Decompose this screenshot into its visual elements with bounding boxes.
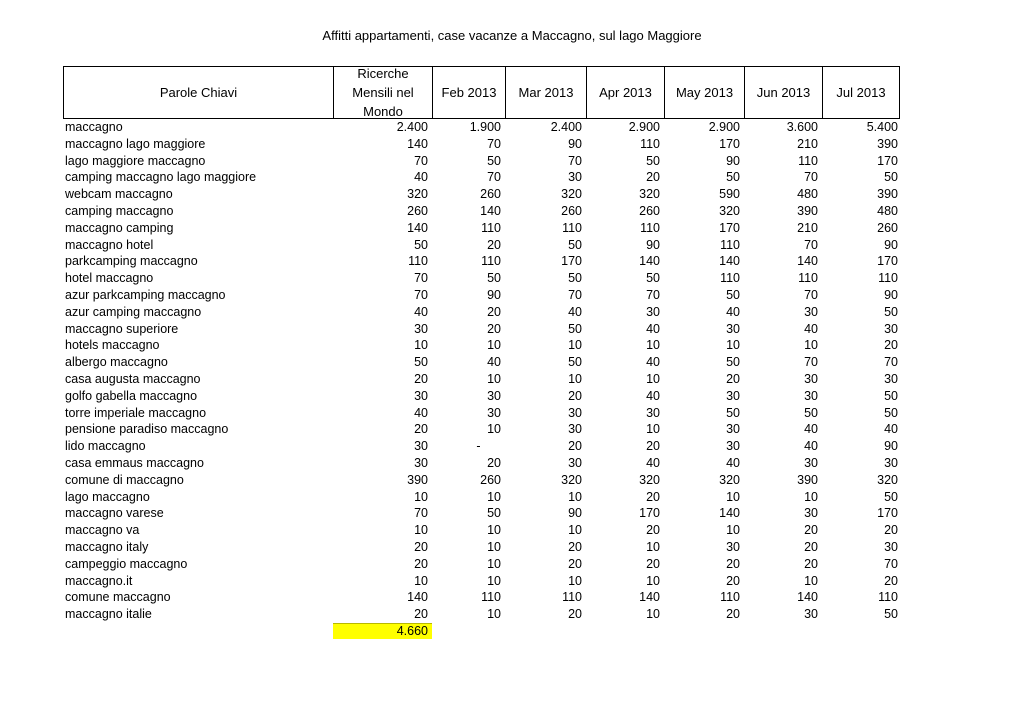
monthly-searches-cell: 20 — [414, 607, 428, 622]
mar-cell: 10 — [568, 489, 582, 504]
keyword-cell: camping maccagno — [65, 203, 174, 218]
jun-cell: 140 — [797, 254, 818, 269]
table-row — [63, 371, 902, 388]
monthly-searches-cell: 70 — [414, 153, 428, 168]
feb-cell: 10 — [487, 371, 501, 386]
jun-cell: 110 — [798, 271, 818, 286]
header-apr-2013: Apr 2013 — [586, 67, 664, 118]
jul-cell: 110 — [878, 271, 898, 286]
may-cell: 110 — [720, 271, 740, 286]
monthly-searches-cell: 30 — [414, 321, 428, 336]
feb-cell: 10 — [487, 489, 501, 504]
mar-cell: 20 — [568, 556, 582, 571]
monthly-searches-cell: 10 — [414, 489, 428, 504]
jun-cell: 30 — [804, 455, 818, 470]
jun-cell: 20 — [804, 523, 818, 538]
jun-cell: 390 — [797, 203, 818, 218]
apr-cell: 30 — [646, 304, 660, 319]
keyword-cell: azur camping maccagno — [65, 304, 202, 319]
apr-cell: 70 — [646, 287, 660, 302]
may-cell: 10 — [726, 338, 740, 353]
keyword-cell: lago maggiore maccagno — [65, 153, 206, 168]
may-cell: 590 — [719, 187, 740, 202]
table-row — [63, 388, 902, 405]
mar-cell: 10 — [568, 573, 582, 588]
monthly-searches-cell: 320 — [407, 187, 428, 202]
feb-cell: 260 — [480, 472, 501, 487]
mar-cell: 320 — [561, 472, 582, 487]
feb-cell: 30 — [487, 405, 501, 420]
header-may-2013: May 2013 — [664, 67, 744, 118]
jul-cell: 90 — [884, 439, 898, 454]
may-cell: 90 — [726, 153, 740, 168]
feb-cell: 10 — [487, 539, 501, 554]
jun-cell: 10 — [804, 573, 818, 588]
jul-cell: 170 — [877, 254, 898, 269]
monthly-searches-cell: 50 — [414, 355, 428, 370]
feb-cell: 70 — [487, 136, 501, 151]
jul-cell: 50 — [884, 489, 898, 504]
feb-cell: 40 — [487, 355, 501, 370]
may-cell: 50 — [726, 287, 740, 302]
table-row — [63, 489, 902, 506]
keyword-cell: albergo maccagno — [65, 355, 168, 370]
jul-cell: 90 — [884, 237, 898, 252]
table-row — [63, 539, 902, 556]
jul-cell: 30 — [884, 371, 898, 386]
mar-cell: 10 — [568, 371, 582, 386]
feb-cell: 140 — [480, 203, 501, 218]
feb-cell: 10 — [487, 523, 501, 538]
jun-cell: 40 — [804, 321, 818, 336]
may-cell: 10 — [726, 523, 740, 538]
table-row — [63, 304, 902, 321]
apr-cell: 40 — [646, 388, 660, 403]
jun-cell: 210 — [797, 136, 818, 151]
keyword-cell: maccagno italy — [65, 539, 149, 554]
table-row — [63, 153, 902, 170]
keyword-cell: golfo gabella maccagno — [65, 388, 198, 403]
feb-cell: 20 — [487, 237, 501, 252]
monthly-searches-cell: 10 — [414, 523, 428, 538]
table-row — [63, 573, 902, 590]
table-row — [63, 253, 902, 270]
apr-cell: 320 — [639, 187, 660, 202]
apr-cell: 10 — [646, 573, 660, 588]
may-cell: 140 — [719, 506, 740, 521]
may-cell: 20 — [726, 556, 740, 571]
document-title: Affitti appartamenti, case vacanze a Maccagno, sul lago Maggiore — [322, 28, 702, 43]
apr-cell: 110 — [640, 136, 660, 151]
feb-cell: 10 — [487, 607, 501, 622]
jun-cell: 3.600 — [786, 120, 818, 134]
table-row — [63, 321, 902, 338]
keyword-cell: maccagno varese — [65, 506, 164, 521]
apr-cell: 10 — [646, 371, 660, 386]
feb-cell: 20 — [487, 304, 501, 319]
feb-cell: 20 — [487, 321, 501, 336]
table-row — [63, 438, 902, 455]
header-jun-2013: Jun 2013 — [744, 67, 822, 118]
jul-cell: 170 — [877, 506, 898, 521]
may-cell: 30 — [726, 388, 740, 403]
mar-cell: 50 — [568, 355, 582, 370]
mar-cell: 30 — [568, 170, 582, 185]
may-cell: 140 — [719, 254, 740, 269]
header-jul-2013: Jul 2013 — [822, 67, 899, 118]
jun-cell: 140 — [797, 590, 818, 605]
table-row — [63, 522, 902, 539]
apr-cell: 30 — [646, 405, 660, 420]
monthly-searches-cell: 20 — [414, 539, 428, 554]
may-cell: 30 — [726, 439, 740, 454]
keyword-cell: webcam maccagno — [65, 187, 173, 202]
may-cell: 320 — [719, 472, 740, 487]
apr-cell: 2.900 — [628, 120, 660, 134]
jun-cell: 20 — [804, 539, 818, 554]
jul-cell: 50 — [884, 304, 898, 319]
mar-cell: 20 — [568, 539, 582, 554]
monthly-searches-cell: 40 — [414, 405, 428, 420]
jul-cell: 40 — [884, 422, 898, 437]
mar-cell: 70 — [568, 287, 582, 302]
feb-cell: 50 — [487, 271, 501, 286]
apr-cell: 20 — [646, 439, 660, 454]
apr-cell: 10 — [646, 338, 660, 353]
header-monthly-searches: Ricerche Mensili nel Mondo — [333, 67, 432, 118]
jul-cell: 20 — [884, 573, 898, 588]
feb-cell: 110 — [481, 220, 501, 235]
monthly-searches-cell: 20 — [414, 422, 428, 437]
feb-cell: 20 — [487, 455, 501, 470]
total-cell: 4.660 — [333, 623, 432, 639]
feb-cell: 90 — [487, 287, 501, 302]
apr-cell: 10 — [646, 539, 660, 554]
monthly-searches-cell: 140 — [407, 136, 428, 151]
may-cell: 110 — [720, 237, 740, 252]
mar-cell: 50 — [568, 237, 582, 252]
table-row — [63, 287, 902, 304]
jul-cell: 390 — [877, 187, 898, 202]
may-cell: 50 — [726, 355, 740, 370]
jun-cell: 30 — [804, 388, 818, 403]
mar-cell: 30 — [568, 405, 582, 420]
jun-cell: 110 — [798, 153, 818, 168]
apr-cell: 20 — [646, 556, 660, 571]
feb-cell: 30 — [487, 388, 501, 403]
apr-cell: 320 — [639, 472, 660, 487]
keyword-cell: hotel maccagno — [65, 271, 154, 286]
header-mar-2013: Mar 2013 — [505, 67, 586, 118]
monthly-searches-cell: 20 — [414, 556, 428, 571]
jun-cell: 40 — [804, 439, 818, 454]
may-cell: 20 — [726, 573, 740, 588]
table-row — [63, 203, 902, 220]
feb-cell: - — [476, 439, 481, 454]
table-row — [63, 136, 902, 153]
apr-cell: 140 — [639, 254, 660, 269]
jul-cell: 30 — [884, 539, 898, 554]
may-cell: 30 — [726, 422, 740, 437]
jul-cell: 260 — [877, 220, 898, 235]
feb-cell: 10 — [487, 556, 501, 571]
apr-cell: 20 — [646, 489, 660, 504]
feb-cell: 10 — [487, 338, 501, 353]
jul-cell: 50 — [884, 170, 898, 185]
jul-cell: 390 — [877, 136, 898, 151]
table-row — [63, 556, 902, 573]
may-cell: 2.900 — [708, 120, 740, 134]
keyword-cell: casa emmaus maccagno — [65, 455, 204, 470]
jun-cell: 30 — [804, 506, 818, 521]
keyword-cell: lago maccagno — [65, 489, 150, 504]
feb-cell: 110 — [481, 590, 501, 605]
table-row — [63, 472, 902, 489]
feb-cell: 260 — [480, 187, 501, 202]
mar-cell: 20 — [568, 388, 582, 403]
mar-cell: 10 — [568, 523, 582, 538]
table-row — [63, 337, 902, 354]
apr-cell: 20 — [646, 170, 660, 185]
table-header — [63, 66, 900, 119]
mar-cell: 320 — [561, 187, 582, 202]
jul-cell: 30 — [884, 321, 898, 336]
may-cell: 40 — [726, 455, 740, 470]
apr-cell: 20 — [646, 523, 660, 538]
monthly-searches-cell: 70 — [414, 287, 428, 302]
mar-cell: 170 — [561, 254, 582, 269]
jun-cell: 70 — [804, 237, 818, 252]
feb-cell: 1.900 — [469, 120, 501, 134]
feb-cell: 10 — [487, 422, 501, 437]
jul-cell: 20 — [884, 338, 898, 353]
jun-cell: 70 — [804, 355, 818, 370]
jun-cell: 40 — [804, 422, 818, 437]
keyword-cell: maccagno va — [65, 523, 140, 538]
keyword-cell: comune maccagno — [65, 590, 171, 605]
may-cell: 170 — [719, 136, 740, 151]
apr-cell: 140 — [639, 590, 660, 605]
header-keywords: Parole Chiavi — [159, 85, 238, 100]
may-cell: 50 — [726, 170, 740, 185]
monthly-searches-cell: 110 — [408, 254, 428, 269]
may-cell: 10 — [726, 489, 740, 504]
jun-cell: 30 — [804, 304, 818, 319]
table-row — [63, 186, 902, 203]
apr-cell: 90 — [646, 237, 660, 252]
table-row — [63, 270, 902, 287]
monthly-searches-cell: 10 — [414, 573, 428, 588]
apr-cell: 40 — [646, 355, 660, 370]
keyword-cell: camping maccagno lago maggiore — [65, 170, 257, 185]
may-cell: 30 — [726, 539, 740, 554]
mar-cell: 90 — [568, 506, 582, 521]
mar-cell: 20 — [568, 439, 582, 454]
monthly-searches-cell: 70 — [414, 506, 428, 521]
jul-cell: 50 — [884, 607, 898, 622]
jul-cell: 480 — [877, 203, 898, 218]
feb-cell: 50 — [487, 153, 501, 168]
feb-cell: 10 — [487, 573, 501, 588]
keyword-cell: hotels maccagno — [65, 338, 160, 353]
may-cell: 320 — [719, 203, 740, 218]
mar-cell: 70 — [568, 153, 582, 168]
monthly-searches-cell: 40 — [414, 304, 428, 319]
mar-cell: 90 — [568, 136, 582, 151]
keyword-cell: maccagno superiore — [65, 321, 179, 336]
feb-cell: 70 — [487, 170, 501, 185]
mar-cell: 30 — [568, 455, 582, 470]
keyword-cell: maccagno lago maggiore — [65, 136, 206, 151]
table-row — [63, 119, 902, 136]
apr-cell: 170 — [639, 506, 660, 521]
monthly-searches-cell: 40 — [414, 170, 428, 185]
jul-cell: 50 — [884, 388, 898, 403]
monthly-searches-cell: 390 — [407, 472, 428, 487]
monthly-searches-cell: 260 — [407, 203, 428, 218]
jul-cell: 20 — [884, 523, 898, 538]
apr-cell: 40 — [646, 321, 660, 336]
mar-cell: 2.400 — [550, 120, 582, 134]
keyword-cell: maccagno — [65, 120, 123, 134]
mar-cell: 40 — [568, 304, 582, 319]
keyword-cell: parkcamping maccagno — [65, 254, 198, 269]
table-row — [63, 405, 902, 422]
monthly-searches-cell: 20 — [414, 371, 428, 386]
apr-cell: 50 — [646, 153, 660, 168]
jul-cell: 70 — [884, 556, 898, 571]
apr-cell: 50 — [646, 271, 660, 286]
table-row — [63, 589, 902, 606]
monthly-searches-cell: 50 — [414, 237, 428, 252]
may-cell: 50 — [726, 405, 740, 420]
jun-cell: 10 — [804, 338, 818, 353]
keyword-cell: casa augusta maccagno — [65, 371, 201, 386]
monthly-searches-cell: 140 — [407, 220, 428, 235]
monthly-searches-cell: 30 — [414, 388, 428, 403]
monthly-searches-cell: 70 — [414, 271, 428, 286]
jul-cell: 320 — [877, 472, 898, 487]
keyword-cell: pensione paradiso maccagno — [65, 422, 229, 437]
mar-cell: 110 — [562, 220, 582, 235]
feb-cell: 110 — [481, 254, 501, 269]
may-cell: 20 — [726, 607, 740, 622]
header-feb-2013: Feb 2013 — [432, 67, 505, 118]
keyword-cell: maccagno camping — [65, 220, 174, 235]
may-cell: 170 — [719, 220, 740, 235]
table-row — [63, 606, 902, 623]
table-row — [63, 169, 902, 186]
monthly-searches-cell: 2.400 — [396, 120, 428, 134]
mar-cell: 260 — [561, 203, 582, 218]
feb-cell: 50 — [487, 506, 501, 521]
jul-cell: 30 — [884, 455, 898, 470]
jun-cell: 480 — [797, 187, 818, 202]
apr-cell: 10 — [646, 422, 660, 437]
table-row — [63, 421, 902, 438]
jun-cell: 20 — [804, 556, 818, 571]
monthly-searches-cell: 140 — [407, 590, 428, 605]
monthly-searches-cell: 30 — [414, 439, 428, 454]
jul-cell: 170 — [877, 153, 898, 168]
apr-cell: 260 — [639, 203, 660, 218]
may-cell: 30 — [726, 321, 740, 336]
jun-cell: 210 — [797, 220, 818, 235]
may-cell: 110 — [720, 590, 740, 605]
monthly-searches-cell: 30 — [414, 455, 428, 470]
table-body — [63, 119, 902, 623]
keyword-cell: maccagno.it — [65, 573, 133, 588]
table-row — [63, 220, 902, 237]
jul-cell: 5.400 — [866, 120, 898, 134]
jul-cell: 90 — [884, 287, 898, 302]
jun-cell: 70 — [804, 170, 818, 185]
mar-cell: 10 — [568, 338, 582, 353]
monthly-searches-cell: 10 — [414, 338, 428, 353]
jun-cell: 50 — [804, 405, 818, 420]
keyword-cell: comune di maccagno — [65, 472, 184, 487]
keyword-cell: torre imperiale maccagno — [65, 405, 207, 420]
table-row — [63, 354, 902, 371]
table-row — [63, 455, 902, 472]
jun-cell: 30 — [804, 371, 818, 386]
jun-cell: 30 — [804, 607, 818, 622]
jul-cell: 70 — [884, 355, 898, 370]
apr-cell: 10 — [646, 607, 660, 622]
mar-cell: 50 — [568, 321, 582, 336]
may-cell: 40 — [726, 304, 740, 319]
jun-cell: 10 — [804, 489, 818, 504]
may-cell: 20 — [726, 371, 740, 386]
jul-cell: 110 — [878, 590, 898, 605]
table-row — [63, 505, 902, 522]
jun-cell: 390 — [797, 472, 818, 487]
mar-cell: 50 — [568, 271, 582, 286]
keyword-cell: azur parkcamping maccagno — [65, 287, 226, 302]
apr-cell: 40 — [646, 455, 660, 470]
keyword-cell: maccagno italie — [65, 607, 152, 622]
mar-cell: 20 — [568, 607, 582, 622]
table-row — [63, 237, 902, 254]
jun-cell: 70 — [804, 287, 818, 302]
keyword-cell: maccagno hotel — [65, 237, 154, 252]
apr-cell: 110 — [640, 220, 660, 235]
jul-cell: 50 — [884, 405, 898, 420]
keyword-cell: campeggio maccagno — [65, 556, 188, 571]
mar-cell: 110 — [562, 590, 582, 605]
mar-cell: 30 — [568, 422, 582, 437]
keyword-cell: lido maccagno — [65, 439, 146, 454]
